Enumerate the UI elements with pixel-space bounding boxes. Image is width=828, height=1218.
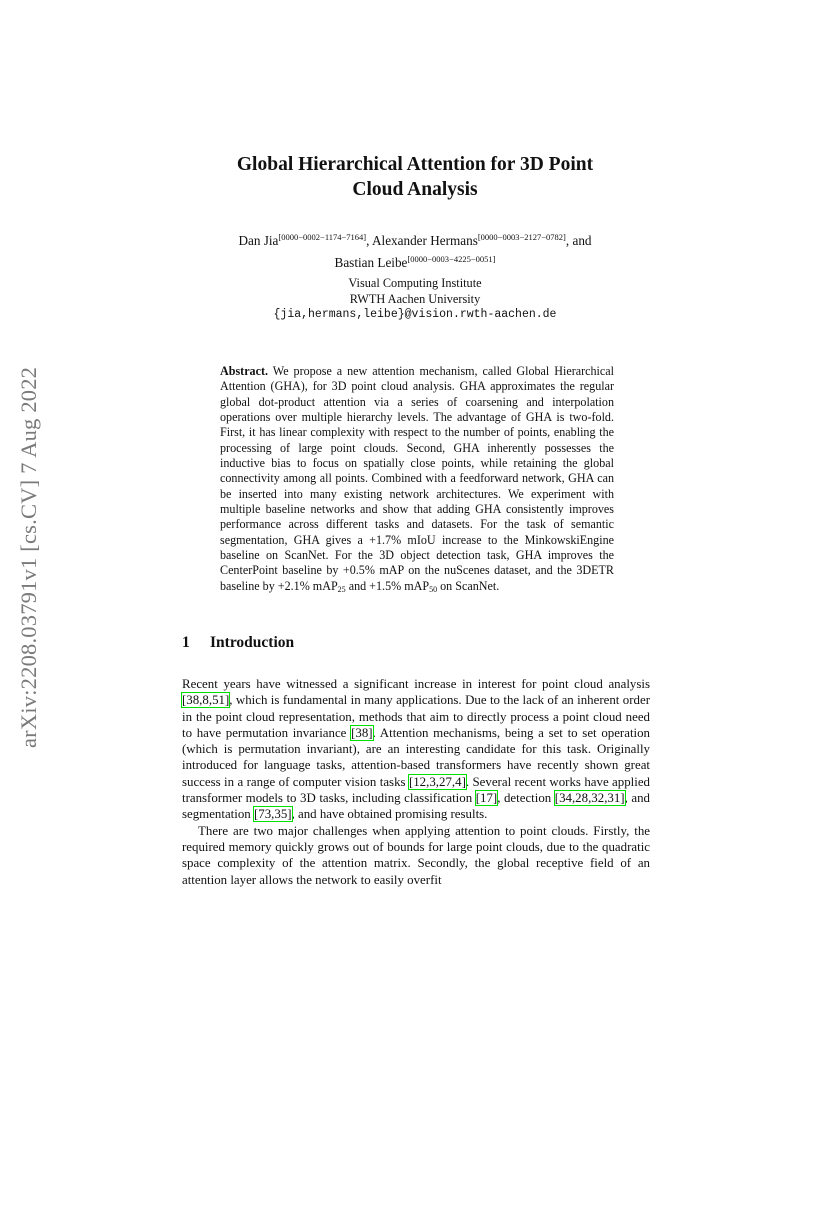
citation-link[interactable]: [38] [351, 725, 373, 740]
subscript: 50 [429, 584, 438, 594]
abstract-label: Abstract. [220, 364, 269, 378]
author-line-2 [180, 250, 650, 272]
author-line-1 [180, 228, 650, 250]
paragraph: There are two major challenges when applying attention to point clouds. Firstly, the required memory quickly grows out of bounds for large point clouds, due to the quadratic space complexity of the attention matrix. Secondly, the global receptive field of an attention layer allows the network to easily overfit [182, 823, 650, 887]
arxiv-stamp-container [12, 366, 42, 1218]
text-run: , detection [497, 791, 555, 806]
text-run: Recent years have witnessed a significant increase in interest for point cloud analysis [182, 677, 650, 691]
introduction-body [182, 676, 650, 888]
orcid-link[interactable]: [0000−0002−1174−7164] [278, 232, 367, 242]
text-run: . Several recent works have applied transformer models to 3D tasks, including classification [182, 774, 651, 806]
title-line-1: Global Hierarchical Attention for 3D Point [236, 154, 594, 175]
section-title: Introduction [210, 634, 295, 651]
subscript: 25 [337, 584, 346, 594]
citation-link[interactable]: [38,8,51] [182, 693, 230, 708]
author-name: Bastian Leibe [334, 255, 408, 270]
author-name: Dan Jia [238, 233, 279, 248]
text-run: , and have obtained promising results. [291, 807, 488, 822]
paper-title [180, 152, 650, 202]
section-heading [182, 634, 294, 652]
citation-link[interactable]: [17] [475, 791, 498, 806]
text-run: , which is fundamental in many applications. Due to the lack of an inherent order in the point cloud representation, methods that aim to directly process a point cloud need to have permutation invariance [182, 693, 650, 740]
author-emails[interactable]: {jia,hermans,leibe}@vision.rwth-aachen.de [273, 308, 557, 321]
citation-link[interactable]: [34,28,32,31] [554, 791, 625, 806]
abstract [220, 364, 614, 597]
citation-link[interactable]: [73,35] [253, 807, 292, 822]
institute-name: Visual Computing Institute [348, 276, 482, 290]
orcid-link[interactable]: [0000−0003−2127−0782] [477, 232, 566, 242]
paragraph [182, 676, 650, 823]
abstract-text: and +1.5% mAP [345, 578, 430, 593]
university-name: RWTH Aachen University [349, 292, 481, 306]
orcid-link[interactable]: [0000−0003−4225−0051] [407, 254, 496, 264]
text-run: , and segmentation [182, 791, 650, 822]
text-run: . Attention mechanisms, being a set to set operation (which is permutation invariant), are an interesting candidate for this task. Originally introduced for language tasks, attention-based transformers have recently shown great success in a range of computer vision tasks [182, 725, 651, 789]
abstract-text: on ScanNet. [437, 578, 500, 593]
section-number: 1 [182, 634, 190, 651]
author-name: , Alexander Hermans [366, 233, 478, 248]
arxiv-identifier[interactable]: arXiv:2208.03791v1 [cs.CV] 7 Aug 2022 [16, 366, 41, 748]
affiliation-block [180, 275, 650, 323]
author-list [180, 228, 650, 272]
abstract-text: We propose a new attention mechanism, called Global Hierarchical Attention (GHA), for 3D point cloud analysis. GHA approximates the regular global dot-product attention via a series of coarsening and interpolation operations over multiple hierarchy levels. The advantage of GHA is two-fold. First, it has linear complexity with respect to the number of points, enabling the processing of large point clouds. Second, GHA inherently possesses the inductive bias to focus on spatially close points, while retaining the global connectivity among all points. Combined with a feedforward network, GHA can be inserted into many existing network architectures. We experiment with multiple baseline networks and show that adding GHA consistently improves performance across different tasks and datasets. For the task of semantic segmentation, GHA gives a +1.7% mIoU increase to the MinkowskiEngine baseline on ScanNet. For the 3D object detection task, GHA improves the CenterPoint baseline by +0.5% mAP on the nuScenes dataset, and the 3DETR baseline by +2.1% mAP [220, 364, 614, 593]
citation-link[interactable]: [12,3,27,4] [408, 774, 466, 789]
author-separator: , and [565, 233, 592, 248]
title-line-2: Cloud Analysis [352, 179, 478, 200]
